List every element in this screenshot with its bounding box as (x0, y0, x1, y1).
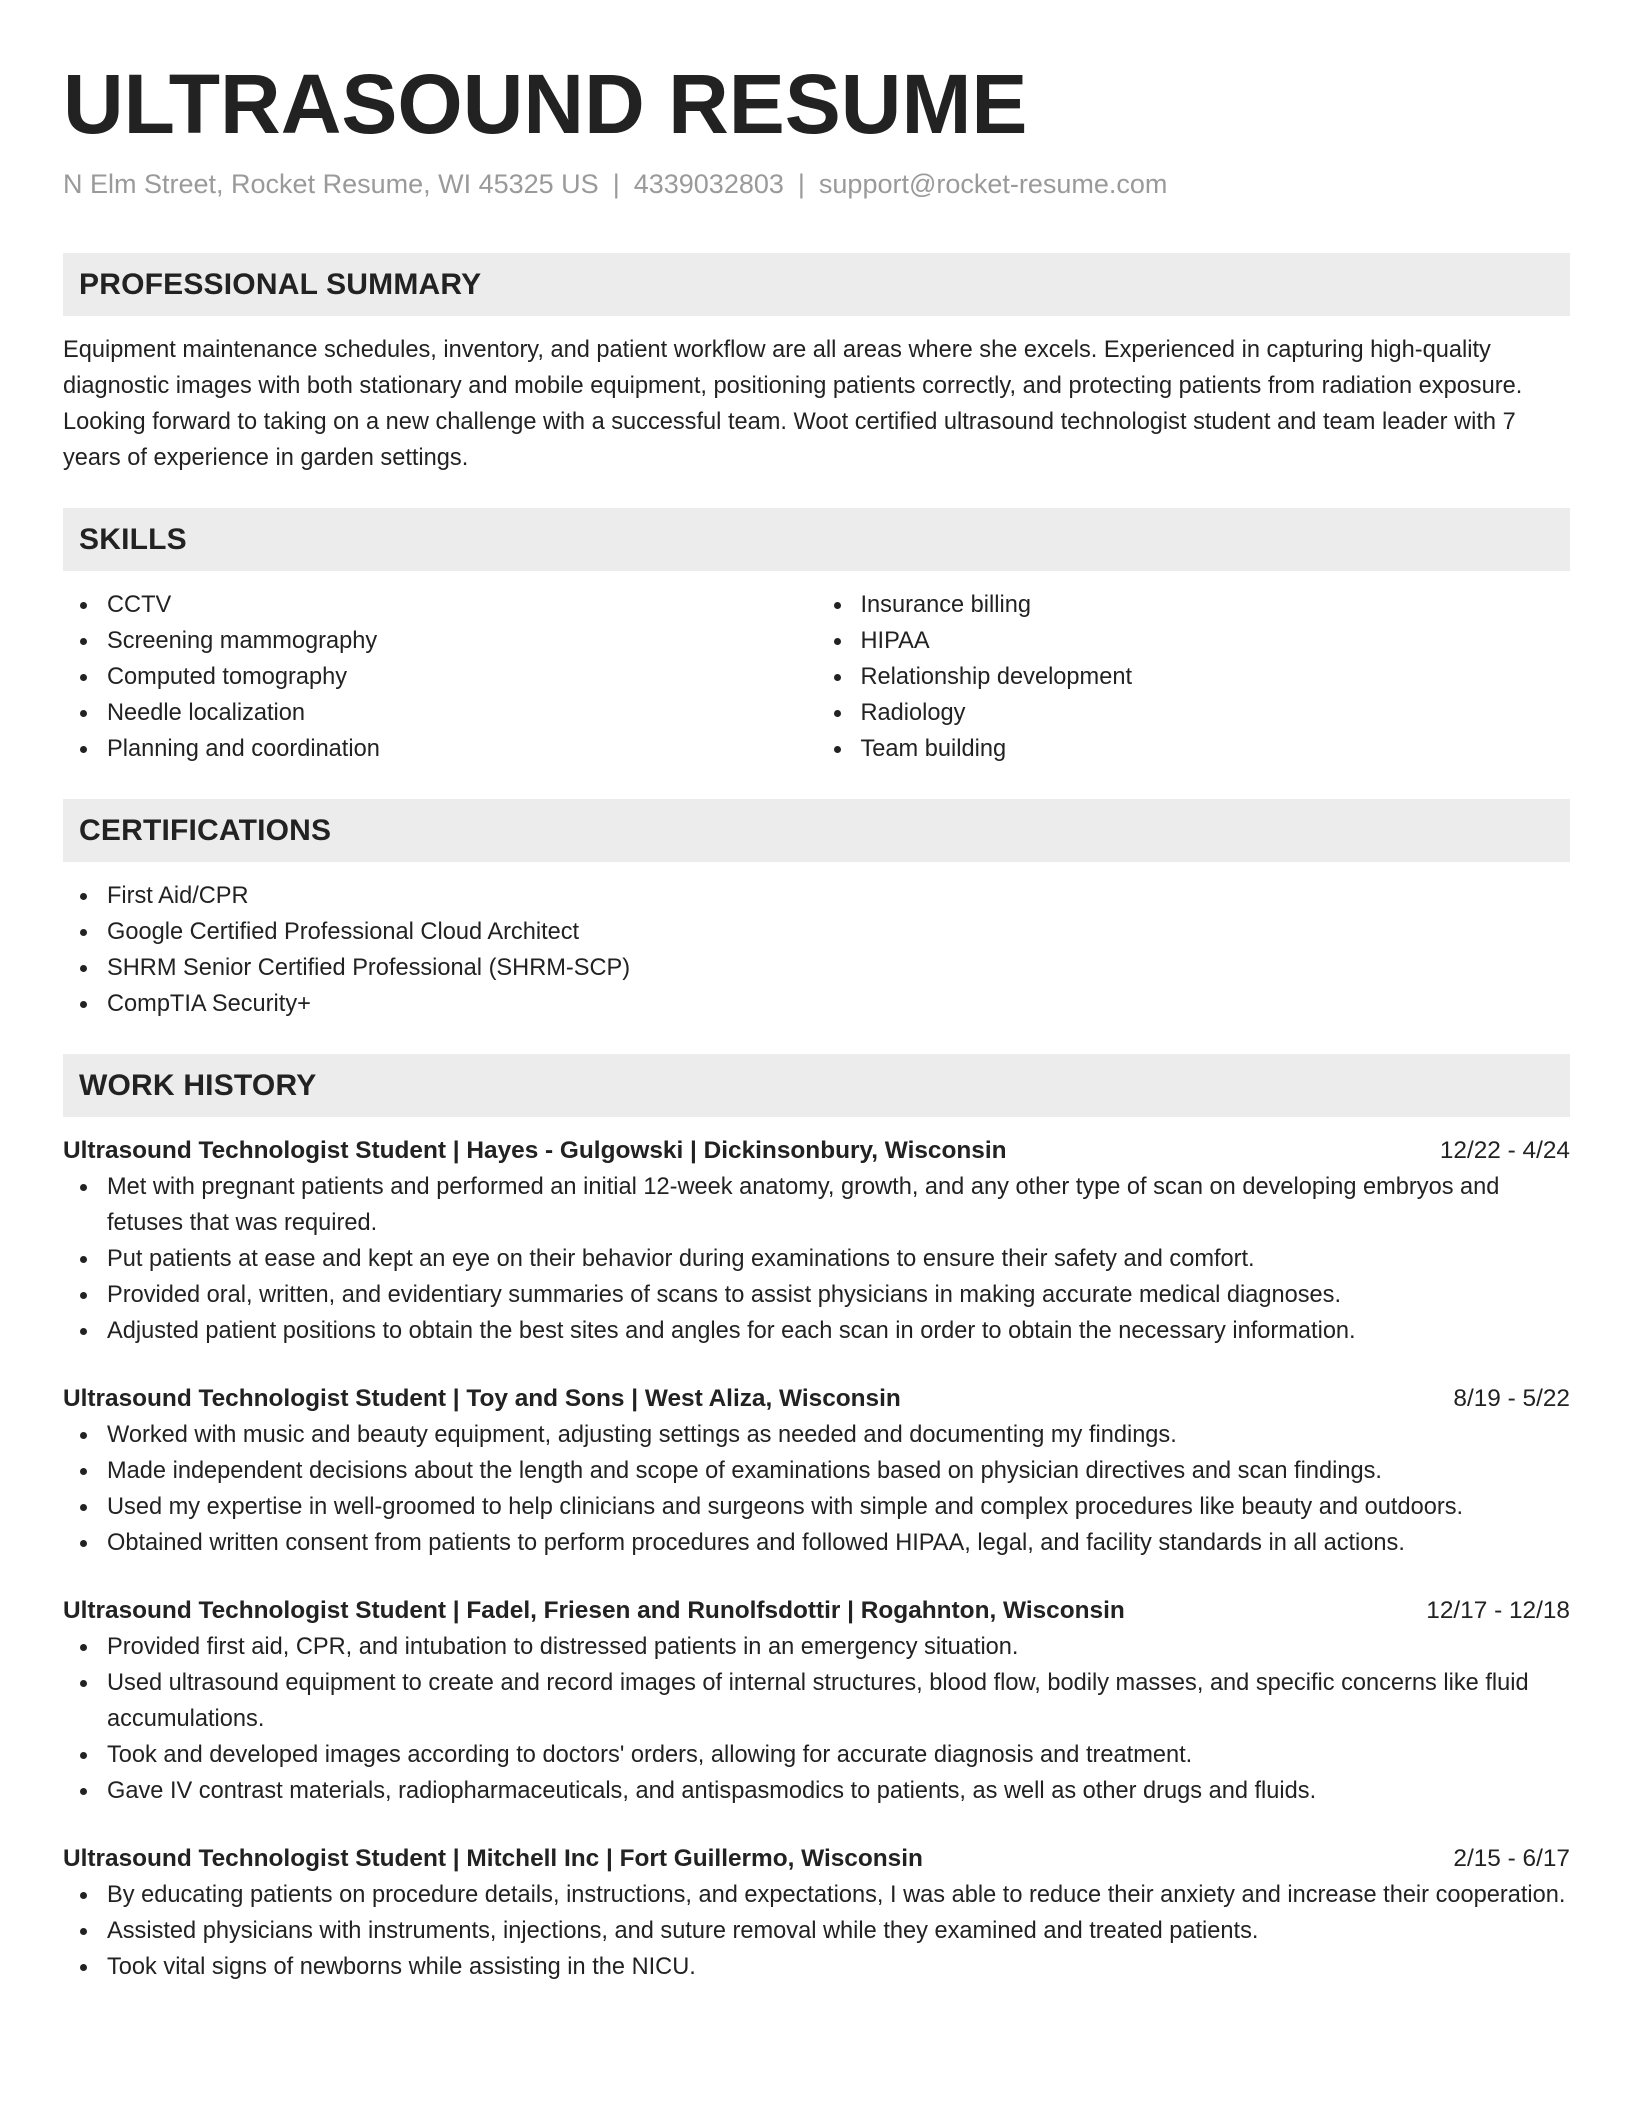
job-header (63, 1841, 1570, 1877)
job-title: Ultrasound Technologist Student | Mitchell Inc | Fort Guillermo, Wisconsin (63, 1845, 923, 1872)
certification-item: SHRM Senior Certified Professional (SHRM-SCP) (63, 950, 1570, 986)
job-bullet: Provided first aid, CPR, and intubation to distressed patients in an emergency situation. (63, 1629, 1570, 1665)
contact-separator: | (612, 169, 620, 199)
certifications-section (63, 799, 1570, 1022)
job-bullet: Used ultrasound equipment to create and record images of internal structures, blood flow, bodily masses, and specific concerns like fluid accumulations. (63, 1665, 1570, 1737)
job-bullets (63, 1417, 1570, 1561)
job-bullet: Provided oral, written, and evidentiary summaries of scans to assist physicians in making accurate medical diagnoses. (63, 1277, 1570, 1313)
job-title: Ultrasound Technologist Student | Fadel, Friesen and Runolfsdottir | Rogahnton, Wisconsin (63, 1597, 1125, 1624)
job-bullet: Took vital signs of newborns while assisting in the NICU. (63, 1949, 1570, 1985)
job-entry (63, 1841, 1570, 1985)
certifications-list (63, 878, 1570, 1022)
summary-heading: PROFESSIONAL SUMMARY (63, 253, 1570, 316)
summary-text: Equipment maintenance schedules, inventory, and patient workflow are all areas where she excels. Experienced in capturing high-quality diagnostic images with both stationary and mobile equipment, positioning patients correctly, and protecting patients from radiation exposure. Looking forward to taking on a new challenge with a successful team. Woot certified ultrasound technologist student and team leader with 7 years of experience in garden settings. (63, 337, 1523, 471)
job-bullet: Put patients at ease and kept an eye on their behavior during examinations to ensure their safety and comfort. (63, 1241, 1570, 1277)
skill-item: Screening mammography (63, 623, 817, 659)
contact-phone[interactable]: 4339032803 (633, 169, 784, 199)
job-bullets (63, 1877, 1570, 1985)
job-entry (63, 1593, 1570, 1809)
job-bullet: Took and developed images according to doctors' orders, allowing for accurate diagnosis and treatment. (63, 1737, 1570, 1773)
skills-heading: SKILLS (63, 508, 1570, 571)
job-header (63, 1133, 1570, 1169)
job-bullet: Obtained written consent from patients to perform procedures and followed HIPAA, legal, and facility standards in all actions. (63, 1525, 1570, 1561)
job-title: Ultrasound Technologist Student | Toy and Sons | West Aliza, Wisconsin (63, 1385, 901, 1412)
job-dates: 12/22 - 4/24 (1439, 1137, 1570, 1164)
skills-column-right (817, 587, 1571, 767)
skill-item: CCTV (63, 587, 817, 623)
resume-title: ULTRASOUND RESUME (63, 57, 1028, 151)
skill-item: Team building (817, 731, 1571, 767)
job-bullet: Made independent decisions about the length and scope of examinations based on physician directives and scan findings. (63, 1453, 1570, 1489)
contact-separator: | (797, 169, 805, 199)
skill-item: Needle localization (63, 695, 817, 731)
skills-section (63, 508, 1570, 767)
skills-column-left (63, 587, 817, 767)
skill-item: Insurance billing (817, 587, 1571, 623)
certification-item: Google Certified Professional Cloud Architect (63, 914, 1570, 950)
job-header (63, 1381, 1570, 1417)
skill-item: Computed tomography (63, 659, 817, 695)
skill-item: Radiology (817, 695, 1571, 731)
contact-line (63, 164, 1570, 204)
job-title: Ultrasound Technologist Student | Hayes - Gulgowski | Dickinsonbury, Wisconsin (63, 1137, 1007, 1164)
work-history-heading: WORK HISTORY (63, 1054, 1570, 1117)
job-dates: 12/17 - 12/18 (1426, 1597, 1570, 1624)
job-bullet: Worked with music and beauty equipment, adjusting settings as needed and documenting my findings. (63, 1417, 1570, 1453)
job-bullet: Assisted physicians with instruments, injections, and suture removal while they examined and treated patients. (63, 1913, 1570, 1949)
skills-grid (63, 587, 1570, 767)
job-entry (63, 1381, 1570, 1561)
work-history-section (63, 1054, 1570, 1985)
skill-item: Planning and coordination (63, 731, 817, 767)
job-bullets (63, 1169, 1570, 1349)
skill-item: HIPAA (817, 623, 1571, 659)
certification-item: First Aid/CPR (63, 878, 1570, 914)
contact-email[interactable]: support@rocket-resume.com (818, 169, 1168, 199)
job-bullet: Met with pregnant patients and performed an initial 12-week anatomy, growth, and any other type of scan on developing embryos and fetuses that was required. (63, 1169, 1570, 1241)
job-bullet: By educating patients on procedure details, instructions, and expectations, I was able to reduce their anxiety and increase their cooperation. (63, 1877, 1570, 1913)
job-header (63, 1593, 1570, 1629)
certifications-heading: CERTIFICATIONS (63, 799, 1570, 862)
contact-address: N Elm Street, Rocket Resume, WI 45325 US (63, 169, 599, 199)
job-bullet: Used my expertise in well-groomed to help clinicians and surgeons with simple and complex procedures like beauty and outdoors. (63, 1489, 1570, 1525)
job-bullets (63, 1629, 1570, 1809)
job-dates: 8/19 - 5/22 (1453, 1385, 1570, 1412)
job-bullet: Adjusted patient positions to obtain the best sites and angles for each scan in order to obtain the necessary information. (63, 1313, 1570, 1349)
job-entry (63, 1133, 1570, 1349)
summary-section (63, 253, 1570, 476)
certification-item: CompTIA Security+ (63, 986, 1570, 1022)
job-dates: 2/15 - 6/17 (1453, 1845, 1570, 1872)
job-bullet: Gave IV contrast materials, radiopharmaceuticals, and antispasmodics to patients, as well as other drugs and fluids. (63, 1773, 1570, 1809)
skill-item: Relationship development (817, 659, 1571, 695)
